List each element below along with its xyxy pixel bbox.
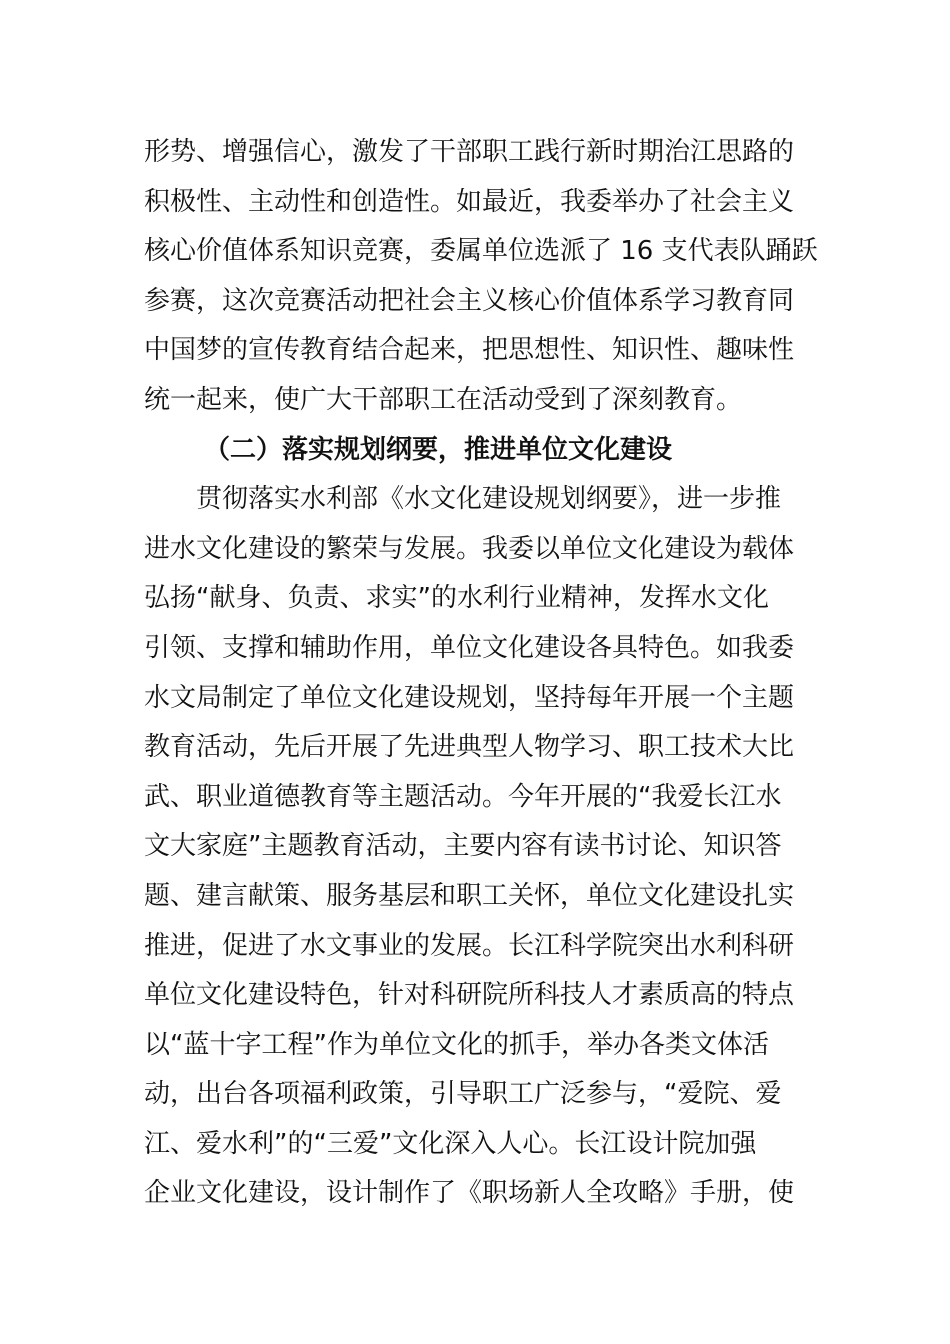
text-line: 单位文化建设特色，针对科研院所科技人才素质高的特点: [144, 980, 795, 1011]
text-line: 引领、支撑和辅助作用，单位文化建设各具特色。如我委: [144, 632, 795, 663]
text-line: 进水文化建设的繁荣与发展。我委以单位文化建设为载体: [144, 533, 795, 564]
text-line: 教育活动，先后开展了先进典型人物学习、职工技术大比: [144, 732, 795, 763]
text-line: 弘扬“献身、负责、求实”的水利行业精神，发挥水文化: [144, 583, 769, 614]
text-line: 江、爱水利”的“三爱”文化深入人心。长江设计院加强: [144, 1128, 757, 1159]
section-heading: （二）落实规划纲要，推进单位文化建设: [204, 434, 673, 465]
text-line: 中国梦的宣传教育结合起来，把思想性、知识性、趣味性: [144, 335, 795, 366]
body-text: [144, 128, 818, 1219]
text-line: 统一起来，使广大干部职工在活动受到了深刻教育。: [144, 384, 743, 415]
text-line: 参赛，这次竞赛活动把社会主义核心价值体系学习教育同: [144, 285, 795, 316]
text-line: 武、职业道德教育等主题活动。今年开展的“我爱长江水: [144, 781, 782, 812]
text-line: 贯彻落实水利部《水文化建设规划纲要》，进一步推: [144, 484, 782, 515]
text-line: 积极性、主动性和创造性。如最近，我委举办了社会主义: [144, 186, 795, 217]
text-line: 以“蓝十字工程”作为单位文化的抓手，举办各类文体活: [144, 1029, 769, 1060]
text-line: 推进，促进了水文事业的发展。长江科学院突出水利科研: [144, 930, 795, 961]
text-line: 核心价值体系知识竞赛，委属单位选派了 16 支代表队踊跃: [144, 236, 818, 267]
text-line: 形势、增强信心，激发了干部职工践行新时期治江思路的: [144, 137, 795, 167]
text-line: 水文局制定了单位文化建设规划，坚持每年开展一个主题: [144, 682, 795, 713]
text-line: 题、建言献策、服务基层和职工关怀，单位文化建设扎实: [144, 880, 795, 911]
text-line: 企业文化建设，设计制作了《职场新人全攻略》手册，使: [144, 1178, 795, 1209]
text-line: 文大家庭”主题教育活动，主要内容有读书讨论、知识答: [144, 831, 782, 862]
text-line: 动，出台各项福利政策，引导职工广泛参与，“爱院、爱: [144, 1079, 782, 1110]
